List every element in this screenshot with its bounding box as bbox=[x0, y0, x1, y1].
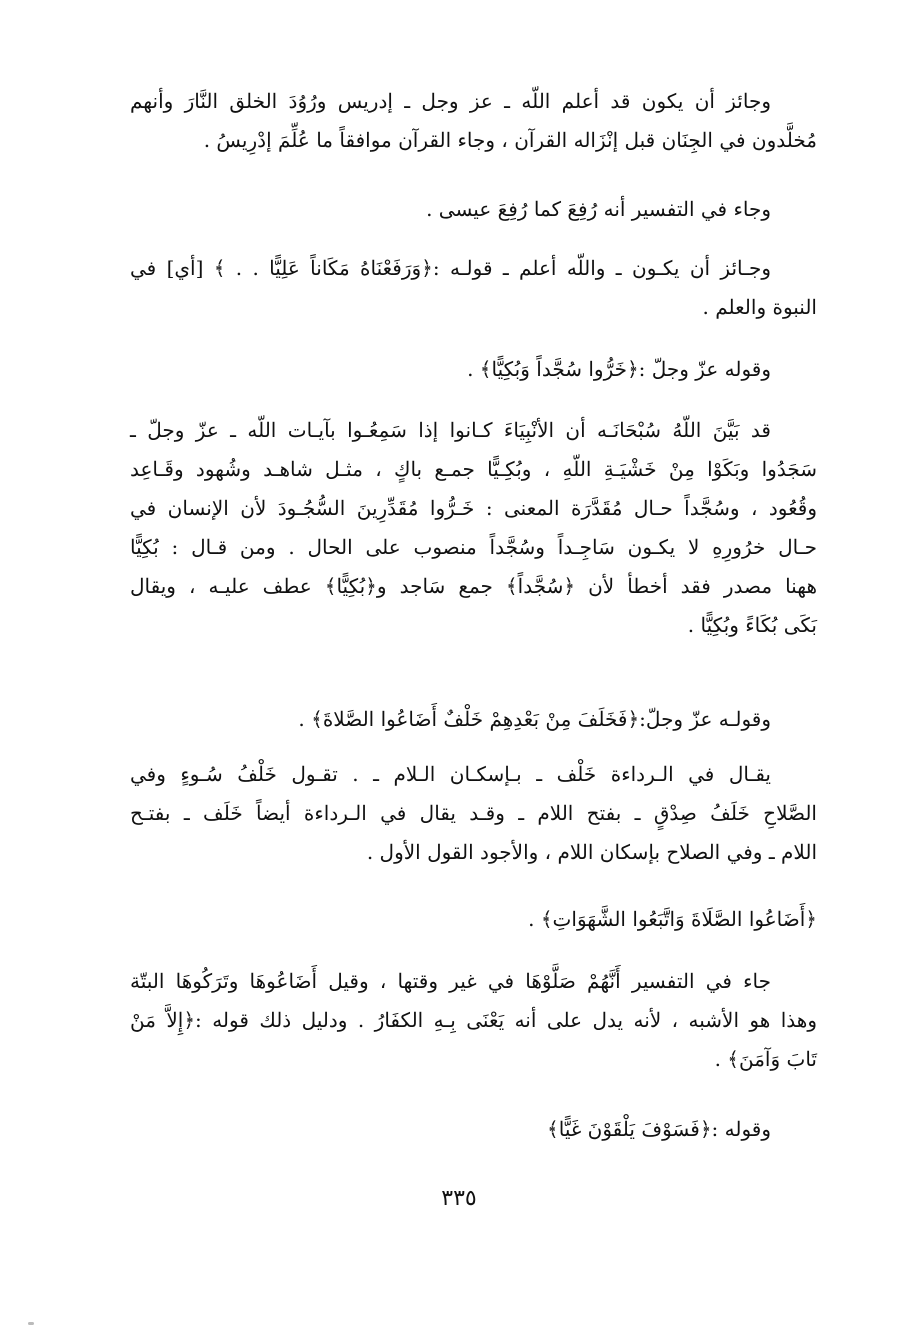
text-line: وجـائز أن يكـون ـ واللّه أعلم ـ قولـه :﴿وَرَفَعْنَاهُ مَكَاناً عَلِيًّا . . ﴾ [أي] في bbox=[130, 256, 771, 280]
text-line: وقوله عزّ وجلّ :﴿خَرُّوا سُجَّداً وَبُكِيًّا﴾ . bbox=[467, 357, 771, 381]
text-line: وهذا هو الأشبه ، لأنه يدل على أنه يَعْنَى بِـهِ الكفَارُ . ودليل ذلك قوله :﴿إِلاَّ مَنْ bbox=[130, 1008, 817, 1032]
paragraph-9 bbox=[130, 962, 817, 1079]
page-number: ٣٣٥ bbox=[441, 1186, 477, 1211]
text-line: سَجَدُوا وبَكَوْا مِنْ خَشْيَـةِ اللّهِ ، وبُكِـيًّا جمـع باكٍ ، مثـل شاهـد وشُهود وقَـاعِد bbox=[130, 457, 817, 481]
text-line: حـال خرُورِهِ لا يكـون سَاجِـداً وسُجَّداً منصوب على الحال . ومن قـال : بُكِيًّا bbox=[130, 535, 817, 559]
paragraph-1 bbox=[130, 82, 817, 160]
paragraph-2 bbox=[130, 190, 817, 229]
paragraph-7 bbox=[130, 755, 817, 872]
text-line: وجاء في التفسير أنه رُفِعَ كما رُفِعَ عيسى . bbox=[426, 197, 771, 221]
text-line: وجائز أن يكون قد أعلم اللّه ـ عز وجل ـ إدريس ورُوُدَ الخلق النَّارَ وأنهم bbox=[130, 89, 771, 113]
text-line: يقـال في الـرداءة خَلْف ـ بـإسكـان الـلام ـ . تقـول خَلْفُ سُـوءٍ وفي bbox=[130, 762, 771, 786]
paragraph-8 bbox=[130, 900, 817, 939]
paragraph-3 bbox=[130, 249, 817, 327]
text-line: وقولـه عزّ وجلّ:﴿فَخَلَفَ مِنْ بَعْدِهِمْ خَلْفٌ أَضَاعُوا الصَّلاةَ﴾ . bbox=[298, 707, 771, 731]
text-line: بَكَى بُكَاءً وبُكِيًّا . bbox=[687, 613, 817, 637]
text-line: ههنا مصدر فقد أخطأ لأن ﴿سُجَّداً﴾ جمع سَاجد و﴿بُكِيًّا﴾ عطف عليـه ، ويقال bbox=[130, 574, 817, 598]
paragraph-6 bbox=[130, 700, 817, 739]
text-line: النبوة والعلم . bbox=[702, 295, 817, 319]
text-line: اللام ـ وفي الصلاح بإسكان اللام ، والأجود القول الأول . bbox=[366, 840, 817, 864]
paragraph-4 bbox=[130, 350, 817, 389]
text-line: مُخلَّدون في الجِنَان قبل إنْزَاله القرآن ، وجاء القرآن موافقاً ما عُلِّمَ إدْرِيسُ . bbox=[203, 128, 817, 152]
text-line: تَابَ وَآمَنَ﴾ . bbox=[714, 1047, 817, 1071]
paragraph-5 bbox=[130, 411, 817, 645]
text-line: جاء في التفسير أَنَّهُمْ صَلَّوْهَا في غير وقتها ، وقيل أَضَاعُوهَا وتَرَكُوهَا البتّة bbox=[130, 969, 771, 993]
text-line: ﴿أَضَاعُوا الصَّلَاةَ وَاتَّبَعُوا الشَّهَوَاتِ﴾ . bbox=[528, 907, 817, 931]
text-line: الصَّلاحِ خَلَفُ صِدْقٍ ـ بفتح اللام ـ وقـد يقال في الـرداءة أيضاً خَلَف ـ بفتـح bbox=[130, 801, 817, 825]
text-line: قد بَيَّنَ اللّهُ سُبْحَانَـه أن الأنْبِيَاءَ كـانوا إذا سَمِعُـوا بآيـات اللّه ـ عزّ وجلّ ـ bbox=[130, 418, 771, 442]
scan-speck bbox=[28, 1322, 34, 1325]
text-line: وقُعُود ، وسُجَّداً حـال مُقَدَّرَة المعنى : خَـرُّوا مُقَدِّرِينَ السُّجُـودَ لأن الإنسان في bbox=[130, 496, 817, 520]
paragraph-10 bbox=[130, 1110, 817, 1149]
text-line: وقوله :﴿فَسَوْفَ يَلْقَوْنَ غَيًّا﴾ bbox=[547, 1117, 771, 1141]
